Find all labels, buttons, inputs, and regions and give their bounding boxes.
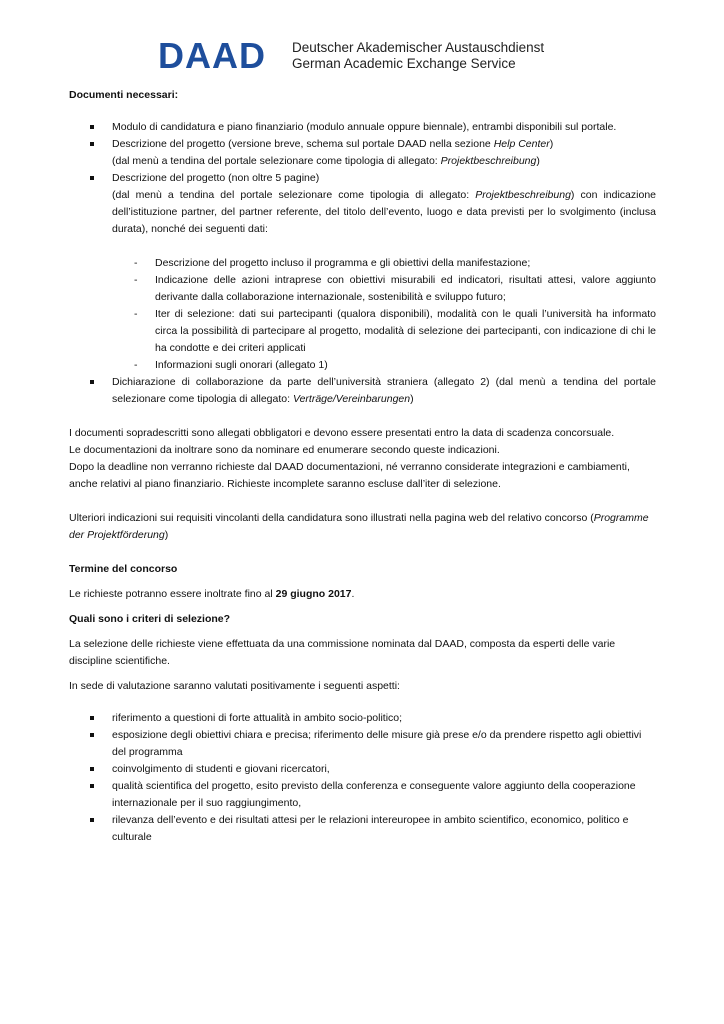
- further-info: Ulteriori indicazioni sui requisiti vincolanti della candidatura sono illustrati nella pagina web del relativo concorso (Programme der Projektförderung): [69, 512, 649, 541]
- project-details-list: [112, 255, 656, 374]
- organization-names: [292, 40, 544, 72]
- section-title-criteria: Quali sono i criteri di selezione?: [69, 613, 231, 625]
- list-item: Descrizione del progetto (non oltre 5 pagine) (dal menù a tendina del portale selezionare come tipologia di allegato: Projektbeschreibung) con indicazione dell’istituzione partner, del partner referente, del titolo dell’evento, luogo e data previsti per lo svolgimento (inclusa durata), nonché dei seguenti dati: - Descrizione del progetto incluso il programma e gli obiettivi della manifestazione; - Indicazione delle azioni intraprese con obiettivi misurabili ed indicatori, risultati attesi, valore aggiunto derivante dalla collaborazione internazionale, sostenibilità e sviluppo futuro; - Iter di selezione: dati sui partecipanti (qualora disponibili), modalità con le quali l’università ha informato circa la possibilità di partecipare al progetto, modalità di selezione dei partecipanti, con indicazione di chi le ha condotte e dei criteri applicati - Informazioni sugli onorari (allegato 1): [69, 170, 656, 374]
- list-item: riferimento a questioni di forte attualità in ambito socio-politico;: [69, 710, 656, 727]
- list-item: Modulo di candidatura e piano finanziario (modulo annuale oppure biennale), entrambi disponibili sul portale.: [69, 119, 656, 136]
- note-line: I documenti sopradescritti sono allegati obbligatori e devono essere presentati entro la data di scadenza concorsuale.: [69, 427, 615, 439]
- list-item: - Indicazione delle azioni intraprese con obiettivi misurabili ed indicatori, risultati attesi, valore aggiunto derivante dalla collaborazione internazionale, sostenibilità e sviluppo futuro;: [112, 272, 656, 306]
- documents-list: [69, 119, 656, 408]
- document-content: [69, 87, 656, 846]
- list-item: coinvolgimento di studenti e giovani ricercatori,: [69, 761, 656, 778]
- list-item: - Informazioni sugli onorari (allegato 1): [112, 357, 656, 374]
- note-line: Le documentazioni da inoltrare sono da nominare ed enumerare secondo queste indicazioni.: [69, 444, 500, 456]
- deadline-date: 29 giugno 2017: [275, 588, 352, 600]
- section-title-documents: Documenti necessari:: [69, 89, 179, 101]
- deadline-text: Le richieste potranno essere inoltrate fino al 29 giugno 2017.: [69, 588, 355, 600]
- daad-logo: DAAD: [158, 35, 266, 76]
- org-name-german: Deutscher Akademischer Austauschdienst: [292, 40, 545, 55]
- list-item: - Iter di selezione: dati sui partecipanti (qualora disponibili), modalità con le quali l’università ha informato circa la possibilità di partecipare al progetto, modalità di selezione dei partecipanti, con indicazione di chi le ha condotte e dei criteri applicati: [112, 306, 656, 357]
- list-item: qualità scientifica del progetto, esito previsto della conferenza e conseguente valore aggiunto della cooperazione internazionale per il suo raggiungimento,: [69, 778, 656, 812]
- list-item: Descrizione del progetto (versione breve, schema sul portale DAAD nella sezione Help Center) (dal menù a tendina del portale selezionare come tipologia di allegato: Projektbeschreibung): [69, 136, 656, 170]
- criteria-lead: In sede di valutazione saranno valutati positivamente i seguenti aspetti:: [69, 680, 400, 692]
- list-item: - Descrizione del progetto incluso il programma e gli obiettivi della manifestazione;: [112, 255, 656, 272]
- criteria-intro: La selezione delle richieste viene effettuata da una commissione nominata dal DAAD, composta da esperti delle varie discipline scientifiche.: [69, 638, 616, 667]
- criteria-list: [69, 710, 656, 846]
- list-item: esposizione degli obiettivi chiara e precisa; riferimento delle misure già prese e/o da prendere rispetto agli obiettivi del programma: [69, 727, 656, 761]
- org-name-english: German Academic Exchange Service: [292, 56, 516, 71]
- section-title-deadline: Termine del concorso: [69, 563, 178, 575]
- note-line: Dopo la deadline non verranno richieste dal DAAD documentazioni, né verranno considerate integrazioni e cambiamenti, anche relativi al piano finanziario. Richieste incomplete saranno escluse dall’iter di selezione.: [69, 461, 630, 490]
- list-item: rilevanza dell’evento e dei risultati attesi per le relazioni intereuropee in ambito scientifico, economico, politico e culturale: [69, 812, 656, 846]
- list-item: Dichiarazione di collaborazione da parte dell’università straniera (allegato 2) (dal menù a tendina del portale selezionare come tipologia di allegato: Verträge/Vereinbarungen): [69, 374, 656, 408]
- page-header: [158, 35, 545, 76]
